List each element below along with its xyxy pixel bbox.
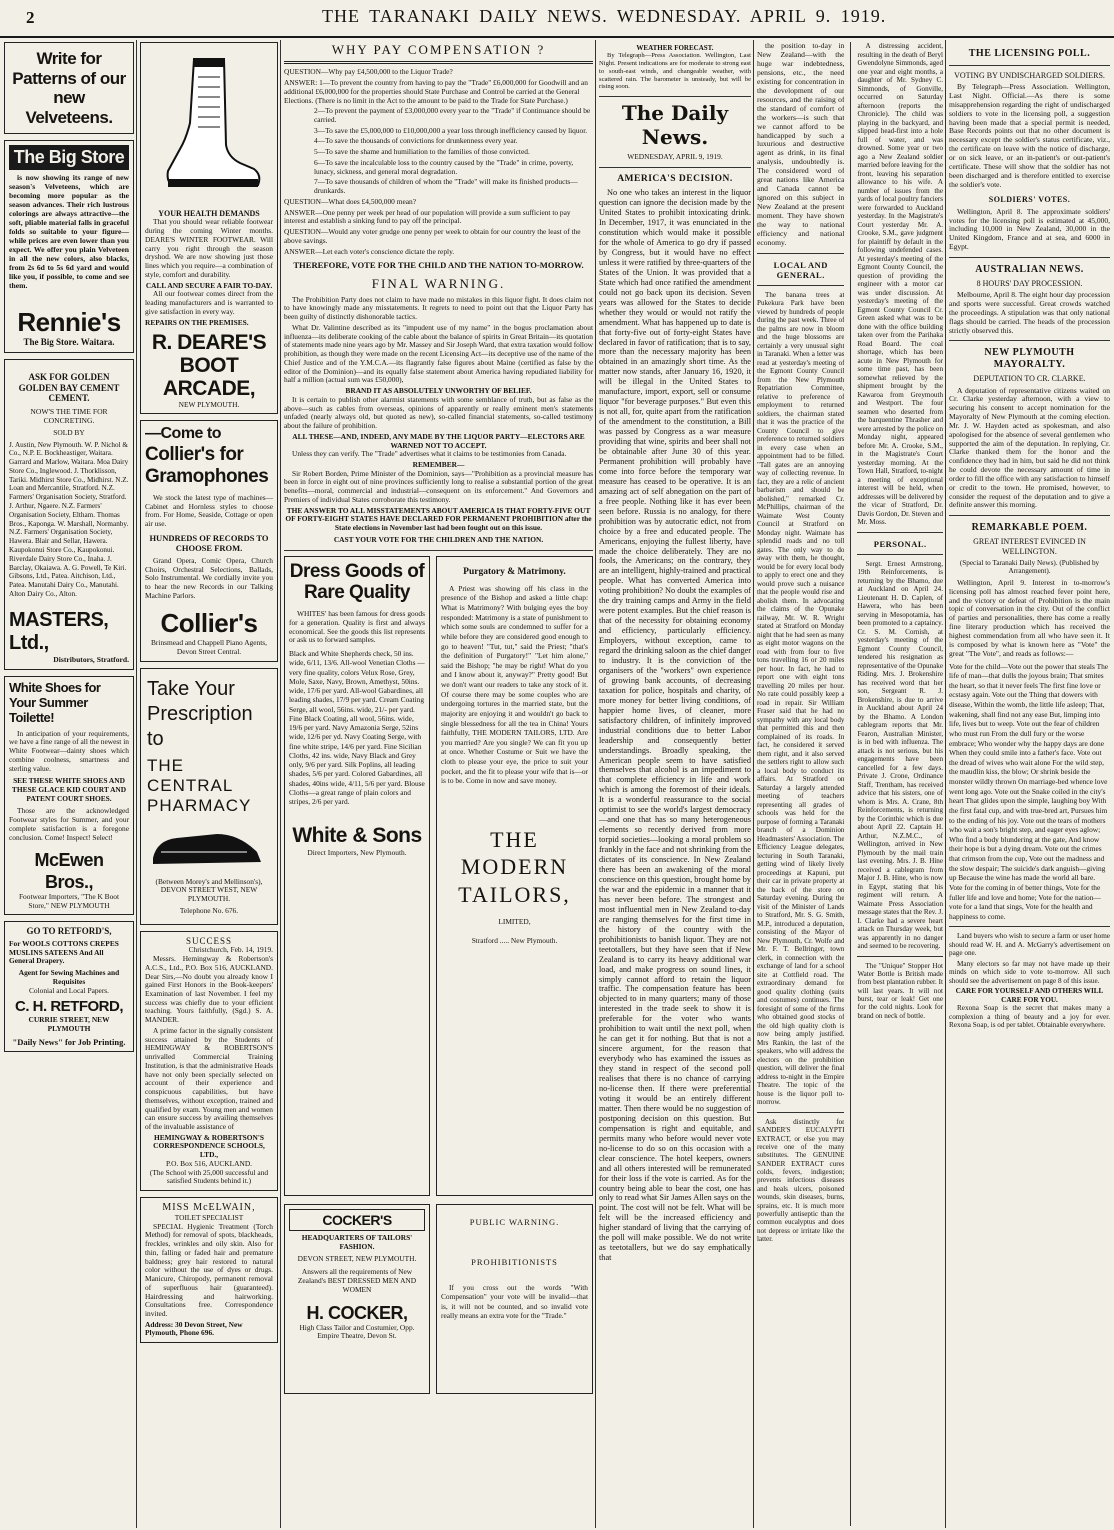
divider — [599, 96, 751, 97]
deare-text2: All our footwear comes direct from the leading manufacturers and is warranted to give satisfaction in every way. — [145, 289, 273, 316]
wpc-a8: ANSWER—One penny per week per head of our population will provide a sum sufficient to pay interest and establish a sinking fund to pay off the principal. — [284, 207, 571, 226]
big-store-text: is now showing its range of new season's Velveteens, which are becoming more popular as the season advances. Their rich lustrous colorings are always attractive—the soft, pliable material falls in graceful folds so suitable to your figure—while prices are even lower than you expect. We offer you plain Velveteen in all the new colors, also blacks, from 2s 6d to 5s 6d yard and would like you, if possible, to come and see them. — [9, 173, 129, 290]
americas-decision-title: AMERICA'S DECISION. — [617, 174, 733, 184]
white-shoes-text: In anticipation of your requirements, we have a fine range of all the newest in White Footwear—dainty shoes which combine coolness, smartness and sterling value. — [9, 728, 129, 773]
pharmacy-take: Take Your Prescription to — [147, 677, 253, 750]
col5-inner — [757, 42, 943, 1526]
velveteens-ad — [4, 42, 134, 134]
poem-text: Vote for the child—Vote out the power that steals The life of man—that dulls the joyous brain; That smites the heart, so that it never feels The first fine love or ecstasy again. Vote out the Thing that dowers with disease, Within the womb, the little life asleep; That, wakening, shall find not any ease But, limping into life, lives but to weep. Vote out the fear of children who must run From the dull fury or the worse embrace; Who wonder why the happy days are done When they could smile into a father's face. Vote out the dread of wives who wait alone For the wild step, the maudlin kiss, the blow; Or shrink beside the monster wildly thrown On marriage-bed whence love went long ago. Vote out the Snake coiled in the city's heart That glides upon the simple, laughing boy With the first fatal cup, and with true-bred art, Pursues him to the ending of his joy. Vote out the tears of mothers who wait a son's bright step, and eager eyes aglow; Who find a body blundering at the gate, And know their hope is but a dying dream. Vote out the crimes that crimson from the cup, Vote out the madness and the slow despair; The suicide's dark anguish—giving up Because the wine has made the world all bare. Vote for the coming in of better things, Vote for the fuller life and love and home; Vote for the nation—vote for a land that sings, Vote for the health and happiness to come. — [949, 661, 1109, 921]
soldiers-votes-text: Wellington, April 8. The approximate soldiers' votes for the licensing poll is estimated at 45,000, including 10,000 in New Zealand, 30,000 in the United Kingdom, France and at sea, and 6000 in Egypt. — [949, 206, 1110, 252]
divider — [599, 167, 751, 168]
hr-title: HEMINGWAY & ROBERTSON'S CORRESPONDENCE SCHOOLS, LTD., — [153, 1132, 265, 1160]
white-shoes-title: White Shoes for Your Summer Toilette! — [9, 679, 101, 725]
deare-title: R. DEARE'S BOOT ARCADE, — [151, 331, 267, 401]
australian-news-text: Melbourne, April 8. The eight hour day procession and sports were successful. Great crowds watched the proceedings. A stipulation was that only national flags should be carried. The heads of the procession strictly observed this. — [949, 290, 1110, 335]
fw-cast: CAST YOUR VOTE FOR THE CHILDREN AND THE NATION. — [333, 534, 544, 544]
hr-address: P.O. Box 516, AUCKLAND. — [165, 1158, 253, 1168]
care-title: CARE FOR YOURSELF AND OTHERS WILL CARE FOR YOU. — [955, 987, 1104, 1004]
cocker-text: Answers all the requirements of New Zealand's BEST DRESSED MEN AND WOMEN — [297, 1267, 417, 1294]
dress-goods-title: Dress Goods of Rare Quality — [289, 560, 425, 604]
pharmacy-telephone: Telephone No. 676. — [179, 905, 239, 915]
public-warning-title: PUBLIC WARNING. — [469, 1216, 560, 1227]
wpc-q3: QUESTION—Would any voter grudge one penny per week to obtain for our country the least of the above savings. — [284, 227, 581, 245]
divider — [757, 1112, 844, 1113]
white-sons-title: White & Sons — [292, 824, 422, 848]
dress-goods-items: Black and White Shepherds check, 50 ins. wide, 6/11, 13/6. All-wool Venetian Cloths —very fine quality, colors Velux Rose, Grey, Mole, Saxe, Navy, Brown, Amethyst, 50ins. wide, 17/6 per yard. All-wool Gabardines, all leading shades, 17/9 per yard. Cream Coating Serge, all wool, 56ins. wide, 21/- per yard. Fine Black Coating, all wool, 56ins. wide, 19/6 per yard. Navy Amazonia Serge, 52ins wide, 12/6 per yd. Navy Coating Serge, with fine white stripe, 14/6 per yard. Fine Sicilian Cloths, 42 ins. wide, Navy Black and Grey only, 9/6 per yard. Silk Poplins, all leading shades, 5/6 per yard. Colored Gabardines, all shades, 40ins wide, 4/11, 5/6 per yard. Blouse Cloths—a great range of plain colors and stripes, 2/6 per yard. — [289, 649, 425, 807]
patterns-title: Write for Patterns of our new Velveteens. — [12, 49, 126, 127]
wpc-a7: 7—To save thousands of children of whom the "Trade" will make its finished products—drunkards. — [314, 177, 578, 196]
your-health-title: YOUR HEALTH DEMANDS — [158, 209, 260, 218]
cocker-footer: High Class Tailor and Costumier, Opp. Empire Theatre, Devon St. — [299, 1322, 415, 1341]
records-title: HUNDREDS OF RECORDS TO CHOOSE FROM. — [149, 532, 269, 553]
rennies-title: Rennie's — [17, 306, 121, 337]
retford-ad — [4, 921, 134, 1051]
licensing-poll-text: By Telegraph—Press Association. Wellington, Last Night. Official.—As there is some misapprehension regarding the right of undischarged soldiers to vote in the licensing poll, a suggestion having been made that a special permit is needed, Base Records points out that no other document is necessary except the soldier's status certificate, viz., the certificate on leave with the notice of discharge, or on sick leave, or an in-patient's or out-patient's certificate. These will show that the soldier has not been discharged and is therefore entitled to exercise the soldier's vote. — [949, 82, 1110, 189]
cocker-name: H. COCKER, — [306, 1302, 408, 1323]
masters-sub: Distributors, Stratford. — [53, 654, 129, 664]
white-shoes-text2: Those are the acknowledged Footwear styles for Summer, and your complete satisfaction is a foregone conclusion. Come! Inspect! Select! — [9, 806, 129, 842]
stopper-ad: The "Unique" Stopper Hot Water Bottle is British made from best plantation rubber. It will last years. It will not burst, tear or leak! Get one for the cold nights. Look for brand on neck of bottle. — [857, 961, 943, 1020]
dealer-list: J. Austin, New Plymouth. W. P. Nichol & Co., N.P. E. Bockheastiger, Waitara. Garrard and Marlow, Waitara. Moa Dairy Store Co., Inglewood. J. Thorklisson, Tariki. Midhirst Store Co., Midhirst. N.Z. Loan and Mercantile, Stratford. N.Z. Farmers' Organisation Society, Stratford. J. Arthur, Ngaere. N.Z. Farmers' Organisation Society, Eltham. Thomas Bros., Kaponga. W. Marshall, Normanby. N.Z. Farmers' Organisation Society, Hawera. Blair and Sellar, Hawera. Kaupokonui Store Co., Kaupokonui. Riverdale Dairy Store Co., Inaha. J. Barclay, Okaiawa. A. G. Powell, Te Kiri. Gibsons, Ltd., Patea. Aitchison, Ltd., Patea. Manutahi Dairy Co., Manutahi. Alton Dairy Co., Alton. — [9, 440, 129, 598]
records-text: Grand Opera, Comic Opera, Church Choirs, Orchestral Selections, Ballads, Solo Instrumental. We cordially invite you to hear the new Records in our Talking Machine Parlors. — [145, 555, 273, 600]
mcelwain-sub: TOILET SPECIALIST — [174, 1212, 244, 1222]
australian-news-sub: 8 HOURS' DAY PROCESSION. — [976, 278, 1083, 288]
accident-column — [857, 42, 943, 1526]
deare-address: NEW PLYMOUTH. — [178, 399, 240, 409]
sold-by: SOLD BY — [53, 427, 85, 437]
remarkable-poem-title: REMARKABLE POEM. — [971, 522, 1088, 534]
fw-brand: BRAND IT AS ABSOLUTELY UNWORTHY OF BELIEF. — [345, 386, 532, 396]
column-rule — [753, 40, 754, 1528]
deare-ad — [140, 42, 278, 414]
pharmacy-title: THE CENTRAL PHARMACY — [147, 755, 252, 815]
mcewen-sub: Footwear Importers, "The K Boot Store," NEW PLYMOUTH — [18, 891, 120, 910]
mcelwain-title: MISS McELWAIN, — [162, 1202, 256, 1214]
column-4 — [599, 42, 751, 1526]
paper-date: WEDNESDAY, APRIL 9, 1919. — [627, 152, 723, 162]
modern-tailors-title: THE MODERN TAILORS, — [458, 826, 571, 907]
mayoralty-text: A deputation of representative citizens waited on Cr. Clarke yesterday afternoon, with a view to securing his consent to accept nomination for the Mayoralty of New Plymouth at the coming election. Mr. J. W. Hayden acted as spokesman, and also apologised for the absence of several gentlemen who supported the aim of the deputation. In replying, Cr. Clarke thanked them for the honor and the confidence they had in him, but said he did not think he could devote the necessary amount of time in order to fill the office with any satisfaction to himself or credit to the town. He promised, however, to consider the request of the deputation and to give a definite answer this morning. — [949, 385, 1110, 510]
column-rule — [850, 42, 851, 1526]
wpc-a3: 3—To save the £5,000,000 to £10,000,000 a year loss through inefficiency caused by liquor. — [314, 125, 588, 135]
paper-title: The Daily News. — [621, 101, 729, 149]
rennies-sub: The Big Store. Waitara. — [23, 337, 115, 348]
remarkable-poem-special: (Special to Taranaki Daily News). (Published by Arrangement). — [959, 558, 1100, 576]
page-number: 2 — [26, 8, 35, 27]
retford-agent: Agent for Sewing Machines and Requisites — [18, 968, 120, 986]
collier-title: Collier's for Gramophones — [145, 444, 269, 487]
prohibitionists-title: PROHIBITIONISTS — [471, 1256, 558, 1267]
public-warning-ad — [436, 1204, 593, 1394]
mayoralty-title: NEW PLYMOUTH MAYORALTY. — [984, 347, 1075, 371]
hr-note: (The School with 25,000 successful and satisfied Students behind it.) — [149, 1167, 269, 1186]
vote-line: THEREFORE, VOTE FOR THE CHILD AND THE NATION TO-MORROW. — [293, 260, 584, 271]
success-date: Christchurch, Feb. 14, 1919. — [188, 945, 273, 955]
modern-tailors-ad — [436, 556, 593, 1196]
licensing-poll-sub: VOTING BY UNDISCHARGED SOLDIERS. — [954, 70, 1105, 80]
divider — [284, 550, 593, 551]
page-header — [0, 0, 1114, 38]
modern-tailors-address: Stratford ..... New Plymouth. — [471, 936, 558, 946]
boot-icon — [154, 53, 264, 203]
weather-text: By Telegraph—Press Association. Wellington, Last Night. Present indications are for moderate to strong east to south-east winds, and changeable weather, with scattered rain. The barometer is unsteady, but will be rising soon. — [599, 52, 751, 91]
cement-ad — [4, 359, 134, 670]
accident-text: A distressing accident, resulting in the death of Beryl Gwendolyne Simmonds, aged one year and eight months, a daughter of Mr. Sydney C. Simmonds, of Gonville, occurred on Saturday afternoon (reports the Chronicle). The child was playing in the backyard, and slipped head-first into a hole full of water, and was drowned. Some year or two ago a New Zealand soldier married before leaving for the front, leaving his separation allowance to his wife. A number of issues from the yards of local poultry fanciers were forwarded to Auckland yesterday. In the Magistrate's Court yesterday Mr. A. Crooke, S.M., gave judgment for plaintiff by default in the following undefended cases. At yesterday's meeting of the Egmont County Council, the question of providing the engineer with a motor car was under discussion. At yesterday's meeting of the Egmont County Council Cr. Green asked what was to be done with the office building taken over from the Parihaka Road Board. The coal shortage, which has been acute in New Plymouth for some time past, has been somewhat relieved by the shipment brought by the Kawaroa from Greymouth and Westport. The four seamen who deserted from the barquentine Thrasher and were arrested by the police on Monday night, appeared before Mr. A. Crooke, S.M., in the Magistrate's Court yesterday morning. At the Town Hall, Stratford, to-night a meeting of exceptional interest will be held, when addresses will be delivered by the vicar of Stratford, Dr. Davis Gordon, Dr. Steven and Mr. Moss. — [857, 42, 943, 526]
collier-address: Brinsmead and Chappell Piano Agents, Devon Street Central. — [151, 638, 267, 656]
wpc-a9: ANSWER—Let each voter's conscience dictate the reply. — [284, 246, 455, 256]
divider — [949, 340, 1110, 341]
divider — [284, 61, 593, 64]
purgatory-title: Purgatory & Matrimony. — [463, 566, 566, 577]
divider — [857, 532, 943, 533]
remarkable-poem-sub: GREAT INTEREST EVINCED IN WELLINGTON. — [973, 537, 1086, 556]
dress-goods-text: WHITES' has been famous for dress goods for a generation. Quality is first and always economical. See the goods this list represents or ask us to forward samples. — [289, 609, 425, 645]
white-shoes-caps: SEE THESE WHITE SHOES AND THESE GLACE KID COURT AND PATENT COURT SHOES. — [11, 776, 127, 803]
fw-remember: REMEMBER— — [412, 459, 465, 469]
big-store-ad — [4, 140, 134, 353]
americas-decision-text: No one who takes an interest in the liquor question can ignore the decision made by the United States to prohibit intoxicating drink. In December, 1917, it was enunciated in the constitution which would make it possible for the whole of America to go dry if passed by Congress, but it would have no effect unless it were ratified by three-quarters of the States of the Union. It was provided that a State which had once ratified the amendment could not go back upon its decision. Seven years was allowed for the States to decide whether they would or would not ratify the amendment. What has happened up to date is that forty-five out of forty-eight States have declared in favor of ratification; that is to say, more than the necessary majority has been obtained in an amazingly short time. As the matter now stands, after January 16, 1920, it will be illegal in the United States to manufacture, import, export, sell or consume liquor "for beverage purposes." But even this is not all, for, quite apart from the ratification of the amendment to the constitution, a Bill was passed by Congress as a war measure providing that wine, spirits and beer shall not be obtainable after June 30 of this year. Permanent prohibition will probably have come into force before the temporary war measure has ceased to be operative. It is an amazing act of self abnegation on the part of a free people. Nothing like it has ever been seen before. Russia is no analogy, for there prohibition was by autocratic edict, not from choice by a free and educated people. The Americans, enjoying the fullest liberty, have made the choice deliberately. They are no fools, the Americans; on the contrary, they are an intelligent, highly-trained and practical people. What has converted America into voting prohibition? No doubt the examples of the dry training camps and Army in the field were potent examples. But the chief reason is that of the necessity for obtaining economy and efficiency, particularly efficiency. Employers, without exception, came to regard the drinking saloon as the chief danger to industry. It is the conviction of the organisers of the "workers" own experience of growing bank accounts, of decreasing taxation for police, hospitals and charity, of more money for better living conditions, of happier home lives, of cleaner, more satisfactory children, of infinitely improved industrial conditions due to better Labor leadership and consequently better understandings. Broadly speaking, the American people seem to have satisfied themselves that alcohol is an impediment to that complete efficiency in life and work which is among the foremost of their ideals. It is a wonderful reassurance to the social optimist to see the world's largest democracy—and one that has so many heterogeneous elements so recently derived from more torpid societies—looking a moral problem so frankly in the face and not shrinking from the dictates of its conscience. In New Zealand there has been an awakening of the moral conscience on this question, brought home by the war and the epidemic in a manner that it has never been before. The strongest and most influential men in New Zealand to-day are ranging themselves for the first time in the history of the country with the prohibitionists to banish liquor. They are not teetotallers, but they have seen that if New Zealand is to carry its heavy additional war load, and make progress on sound lines, it simply cannot afford to retain the liquor traffic. The compensation feature has been objected to in many quarters; many of those interested in the trade seek to show it is preferable for the voter who wants prohibition to wait until the next poll, when he can get it for nothing. But that is not a sincere argument, for the reason that everybody who has examined the issues as they stand in respect of the second poll realises that there is no chance of carrying no-license then. If there were preferential voting it would be an entirely different matter. Then there would be no suggestion of postponing decision on this question. But compensation is right and equitable, and permits many who before would never vote no-license to do so on this occasion with a clear conscience. The hotel keepers, owners and all others interested will be remunerated for their loss if the vote is carried. As for the country being able to bear the cost, one has only to read what Sir James Allen says on the point. The cost will not be felt. What will be felt will be the increased efficiency and higher standard of living that the carrying of the poll will make possible. We do not write as teetotallers, but we do say emphatically that — [599, 188, 751, 1263]
local-general-text: The banana trees at Pukekura Park have been viewed by hundreds of people during the past week. Three of the palms are now in bloom and the huge blossoms are certainly a very unusual sight in Taranaki. When a letter was read at yesterday's meeting of the Egmont County Council from the New Plymouth Repatriation Committee, relative to preference of employment to returned soldiers, the chairman stated that it was the practice of the County Council to give preference to returned soldiers in every case when an appointment had to be filled. "Tall gates are an annoying way of collecting revenue. In fact, they are a relic of ancient barbarism and should be abolished," remarked Cr. McPhillips, chairman of the Waimate West County Council at Stratford on Monday night. Waimate has splendid roads and no toll gates. The only way to do away with them, he thought, would be for every local body to apply to erect one and they would prove such a nuisance that the people would rise and abolish them. In advocating the claims of the Opunake railway, Mr. W. R. Wright stated at Stratford on Monday night that he had seen as many as eight motor wagons on the road with from four to five tons travelling 16 or 20 miles per hour. In fact, he had to report one with eight tons travelling 20 miles per hour. No rate could possibly keep a road in repair. Sir William Fraser said that he had no sympathy with any local body that permitted this and then complained of its roads. In fact, he considered it served them right, and it also served the settlers right to allow such a local body to conduct its affairs. At Stratford on Saturday a largely attended meeting of teachers representing all grades of schools was held for the purpose of forming a Taranaki branch of a Dominion Headmasters' Association. The Efficiency League delegates, lecturing in South Taranaki, getting wind of likely lively proceedings at Kapuni, put their car in private property at the back of the store on Saturday evening. During the visit of the Minister of Lands to Stratford, Mr. S. G. Smith, M.P., introduced a deputation, consisting of the Mayor of New Plymouth, Cr. Wolfe and Mr. F. T. Bellringer, town clerk, in connection with the exchange of land for a school site at Cottfield road. The extraordinary demand for good quality clothing (suits and costumes) continues. The foresight of some of the firms who obtained good stocks of the old high quality cloth is now being amply justified. Mrs Rankin, the last of the speakers, who will address the electors on the prohibition question, will deliver the final address to-night in the Empire Theatre. The topic of the house is the liquor poll to-morrow. — [757, 290, 845, 1107]
success-ad — [140, 931, 278, 1191]
mcelwain-text: SPECIAL Hygienic Treatment (Torch Method) for removal of spots, blackheads, freckles, wrinkles and oily skin. Also for thin, falling or faded hair and premature baldness; grey hair restored to natural color without the use of dyes or drugs. Manicure, Chiropody, permanent removal of superfluous hair (guaranteed). Hairdressing and hairworking. Consultations free. Correspondence invited. — [145, 1221, 273, 1318]
purgatory-text: A Priest was showing off his class in the presence of the Bishop and asked a little chap: What is Matrimony? With bulging eyes the boy responded: Matrimony is a state of punishment to which some souls are condemned to suffer for a while before they are considered good enough to go to heaven! "Tut, tut," said the Priest; "that's the definition of Purgatory!" "Let him alone," said the Bishop; "he may be right! What do you and I know about it, anyway?" Pretty good! But we don't want our readers to take any stock of it. Of course there may be some couples who are undergoing tortures in the married state, but the majority are enjoying it and wouldn't go back to single blessedness for all the tea in China! Yours faithfully, THE MODERN TAILORS, LTD. Are you married? Are you single? We can fit you up at once. Whether Costume or Suit we have the cloth to please your eye, the price to suit your pocket, and the fit to please your wife that is—or is to be. Come in now and save money. — [441, 583, 588, 786]
divider — [757, 253, 844, 254]
wpc-a4: 4—To save the thousands of convictions for drunkenness every year. — [314, 136, 518, 146]
why-pay-compensation-ad — [284, 42, 593, 545]
electors-text: Many electors so far may not have made up their minds on which side to vote to-morrow. All such should see the advertisement on page 8 of this issue. — [949, 959, 1110, 985]
licensing-poll-title: THE LICENSING POLL. — [968, 48, 1091, 59]
divider — [949, 257, 1110, 258]
cement-title: ASK FOR GOLDEN GOLDEN BAY CEMENT CEMENT. — [18, 372, 120, 404]
personal-title: PERSONAL. — [873, 538, 927, 549]
cocker-ad — [284, 1204, 430, 1394]
fw-all: ALL THESE—AND, INDEED, ANY MADE BY THE LIQUOR PARTY—ELECTORS ARE WARNED NOT TO ACCEPT. — [292, 431, 585, 450]
fw-answer: THE ANSWER TO ALL MISSTATEMENTS ABOUT AMERICA IS THAT FORTY-FIVE OUT OF FORTY-EIGHT STATES HAVE DECLARED FOR PERMANENT PROHIBITION after the State elections in November last had been fought out on this issue. — [285, 505, 592, 533]
fw-p1: The Prohibition Party does not claim to have made no mistakes in this liquor fight. It does claim not to have knowingly made any misstatements. It regrets to need to point out that the Liquor Party has been guilty of distinctly dishonorable tactics. — [284, 294, 593, 322]
call-line: CALL AND SECURE A FAIR TO-DAY. — [145, 280, 273, 290]
column-rule — [595, 40, 596, 1528]
fw-p3: It is certain to publish other alarmist statements with some semblance of truth, but as false as the above—such as cables from overseas, opinions of apparently or really eminent men's statements unfaded (nearly always old, but quoted as new), so-called financial statements, so-called testimony about the failure of prohibition. — [284, 394, 593, 431]
weather-title: WEATHER FORECAST. — [636, 44, 714, 52]
wpc-title: WHY PAY COMPENSATION ? — [331, 42, 546, 57]
land-buyers-text: Land buyers who wish to secure a farm or user home should read W. H. and A. McGarry's advertisement on page one. — [949, 932, 1110, 958]
dress-goods-ad — [284, 556, 430, 1196]
white-shoes-ad — [4, 676, 134, 916]
divider — [857, 554, 943, 555]
column-7 — [949, 42, 1110, 1526]
pharmacy-ad — [140, 668, 278, 925]
column-1 — [4, 42, 134, 1526]
wpc-a6: 6—To save the incalculable loss to the country caused by the "Trade" in crime, poverty, lunacy, sickness, and general moral degradation. — [314, 157, 574, 176]
column-5 — [757, 42, 943, 1526]
fw-p2: What Dr. Valintine described as its "impudent use of my name" in the bogus proclamation about influenza—its deliberate cooking of the cable about the balance of spirits in Great Britain—its quotation of statements made nine years ago by Mr. Massey and Sir Joseph Ward, that extra taxation would follow prohibition, as though they were made on the recent Licensing Act—its deceptive use of the name of the Chief Justice and of the Y.M.C.A.—its flagrantly false figures about Maine (certified as false by the editor of the Dominion)—and its equally false statement about America having repudiated liability for half a million (actual sum was £50,000), — [284, 322, 593, 385]
mcelwain-address: Address: 30 Devon Street, New Plymouth, Phone 696. — [145, 1319, 243, 1338]
divider — [857, 956, 943, 957]
fw-p5: Sir Robert Borden, Prime Minister of the Dominion, says—"Prohibition as a provincial measure has been in force in eight out of nine provinces sufficiently long to realise a substantial portion of the great benefits—moral, commercial and industrial—consequent on its enforcement." And Governors and Premiers of individual States corroborate this testimony. — [284, 468, 593, 504]
wpc-a2: 2—To prevent the payment of £3,000,000 every year to the "Trade" if Continuance should be carried. — [314, 106, 591, 124]
public-warning-text: If you cross out the words "With Compensation" your vote will be invalid—that is, it will not be counted, and so invalid vote really means an extra vote for the "Trade." — [441, 1282, 588, 1321]
retford-title: GO TO RETFORD'S, — [26, 926, 112, 937]
mcelwain-ad — [140, 1197, 278, 1343]
wpc-q1: QUESTION—Why pay £4,500,000 to the Liquor Trade? — [284, 67, 453, 77]
local-general-column — [757, 42, 844, 1526]
wpc-q2: QUESTION—What does £4,500,000 mean? — [284, 196, 416, 206]
big-store-title: The Big Store — [9, 145, 129, 170]
personal-text: Sergt. Ernest Armstrong, 19th Reinforcements, is returning by the Bhamo, due at Auckland on April 24. Lieutenant H. D. Caplen, of Hawera, who has been serving in Mesopotamia, has been promoted to a captaincy. Cr. S. M. Cornish, at yesterday's meeting of the Egmont County Council, tendered his resignation as representative of the Opunake Riding. Mrs. J. Brokenshire has received word that her son, Sergeant R. J. Brokenshire, is due to arrive in Auckland about April 24 by the Bhamo. A London cablegram reports that Mr. Fearon, Australian Minister, is in bed with influenza. The attack is not serious, but his engagements have been cancelled for a few days. Private J. Crone, Ordinance Staff, Trentham, has received advice that his sisters, one of whom is Mrs. A. Crane, 8th Reinforcements, is returning by the Corinthic which is due about April 22. Captain H. Arthur, N.Z.M.C., of Wellington, arrived in New Plymouth by the mail train last evening. Mrs. J. B. Hine received a cablegram from Major J. B. Hine, who is now in Egypt, stating that his regiment will return. A Waimate Press Association message states that the Rev. J. I. Clarke had a severe heart attack on Thursday week, but was apparently in no danger and seemed to be recovering. — [857, 559, 943, 951]
divider — [949, 926, 1110, 927]
column-rule — [280, 40, 281, 1528]
column-3 — [284, 42, 593, 1526]
retford-items: For WOOLS COTTONS CREPES MUSLINS SATEENS And All General Drapery. — [9, 938, 119, 966]
local-general-title: LOCAL AND GENERAL. — [773, 259, 828, 280]
wpc-a5: 5—To save the shame and humiliation to the families of those convicted. — [314, 147, 530, 157]
retford-address: CURRIE STREET, NEW PLYMOUTH — [28, 1015, 110, 1033]
soldiers-votes-title: SOLDIERS' VOTES. — [988, 195, 1071, 205]
cocker-address: DEVON STREET, NEW PLYMOUTH. — [297, 1253, 417, 1263]
collier-big: Collier's — [160, 608, 258, 639]
fw-p4: Unless they can verify. The "Trade" advertises what it claims to be testimonies from Canada. — [292, 449, 567, 459]
mcewen-title: McEwen Bros., — [34, 850, 104, 892]
divider — [757, 285, 844, 286]
divider — [949, 65, 1110, 66]
remarkable-poem-text: Wellington, April 9. Interest in to-morrow's licensing poll has almost reached fever point here, and the victory or defeat of Prohibition is the main topic of conversation in the city. Out of the conflict of parties and personalities, there has come a really fine literary production which has received the highest commendation from all who have seen it. It is composed by what is known here as "Vote" the great "The Vote", and reads as follows:— — [949, 577, 1110, 658]
australian-news-title: AUSTRALIAN NEWS. — [975, 264, 1084, 276]
column-rule — [136, 40, 137, 1528]
success-title: SUCCESS — [185, 935, 233, 946]
masthead: THE TARANAKI DAILY NEWS. WEDNESDAY. APRIL 9. 1919. — [322, 6, 887, 26]
repairs-line: REPAIRS ON THE PREMISES. — [145, 317, 249, 327]
collier-come: —Come to — [145, 425, 221, 443]
lower-ads — [284, 556, 593, 1396]
collier-ad — [140, 420, 278, 661]
retford-name: C. H. RETFORD, — [15, 998, 123, 1016]
pharmacy-address: DEVON STREET WEST, NEW PLYMOUTH. — [160, 885, 258, 904]
shoe-icon — [147, 822, 267, 872]
modern-tailors-ltd: LIMITED, — [498, 917, 531, 927]
cocker-sub: HEADQUARTERS OF TAILORS' FASHION. — [301, 1233, 413, 1251]
sanders-ad: Ask distinctly for SANDER'S EUCALYPTI EXTRACT, or else you may receive one of the many substitutes. The GENUINE SANDER EXTRACT cures colds, fevers, indigestion; prevents infectious diseases and heals ulcers, poisoned wounds, skin diseases, burns, sprains, etc. It is much more powerfully antiseptic than the common eucalyptus and does not depress or irritate like the latter. — [757, 1117, 845, 1243]
column-rule — [945, 40, 946, 1528]
retford-papers: Colonial and Local Papers. — [28, 985, 110, 995]
retford-footer: "Daily News" for Job Printing. — [12, 1036, 126, 1047]
final-warning-title: FINAL WARNING. — [371, 276, 506, 292]
divider — [949, 515, 1110, 516]
white-sons-sub: Direct Importers, New Plymouth. — [307, 848, 407, 858]
success-text: Messrs. Hemingway & Robertson's A.C.S., Ltd., P.O. Box 516, AUCKLAND. Dear Sirs,—No doubt you already know I gained First Honors in the Book-keepers' Examination of last November. I feel my success was chiefly due to your efficient teaching. Yours faithfully, (Sgd.) S. A. MANDER. — [145, 954, 273, 1025]
editorial-continued: the position to-day in New Zealand—with the huge war indebtedness, pensions, etc., the need existing for concentration in the development of our resources, and the raising of the standard of comfort of the workers—is such that we cannot afford to be handicapped by such a luxurious and destructive agent as drink, in its final analysis, undoubtedly is. The considered word of great nations like America and Canada cannot be ignored on this subject in New Zealand at the present moment. They have shown the way to national efficiency and national economy. — [757, 42, 845, 247]
masters-title: MASTERS, Ltd., — [9, 608, 109, 655]
rexona-text: Rexona Soap is the secret that makes many a complexion a thing of beauty and a joy for ever. Rexona Soap, is od per tablet. Obtainable everywhere. — [949, 1004, 1110, 1030]
wpc-a1: ANSWER: 1—To prevent the country from having to pay the "Trade" £6,000,000 for Goodwill and an additional £6,000,000 for the properties should State Purchase and Control be carried at the General Elections. (There is no limit in the Act to the amount to be paid to the Trade for State Purchase.) — [284, 78, 588, 105]
collier-text: We stock the latest type of machines—Cabinet and Hornless styles to choose from. For Home, Seaside, Cottage or open air use. — [145, 492, 273, 529]
cocker-title: COCKER'S — [289, 1209, 425, 1232]
pharmacy-between: (Between Morey's and Mellinson's), — [155, 876, 263, 886]
cement-sub: NOW'S THE TIME FOR CONCRETING. — [30, 406, 108, 425]
success-text2: A prime factor in the signally consistent success attained by the Students of HEMINGWAY & ROBERTSON'S unrivalled Commercial Training Institution, is that the administrative Heads have not only been specially selected on account of their experience and conspicuous capabilities, but have themselves, without exception, trained and qualified by exam. Young men and women can ensure success by availing themselves of the invaluable assistance of — [145, 1025, 273, 1131]
column-2 — [140, 42, 278, 1526]
mayoralty-sub: DEPUTATION TO CR. CLARKE. — [973, 374, 1086, 384]
deare-text: That you should wear reliable footwear during the coming Winter months. DEARE'S WINTER FOOTWEAR. Will carry you right through the season dryshod. We are now showing just those lines which you require—a combination of style, comfort and durability. — [145, 217, 273, 279]
